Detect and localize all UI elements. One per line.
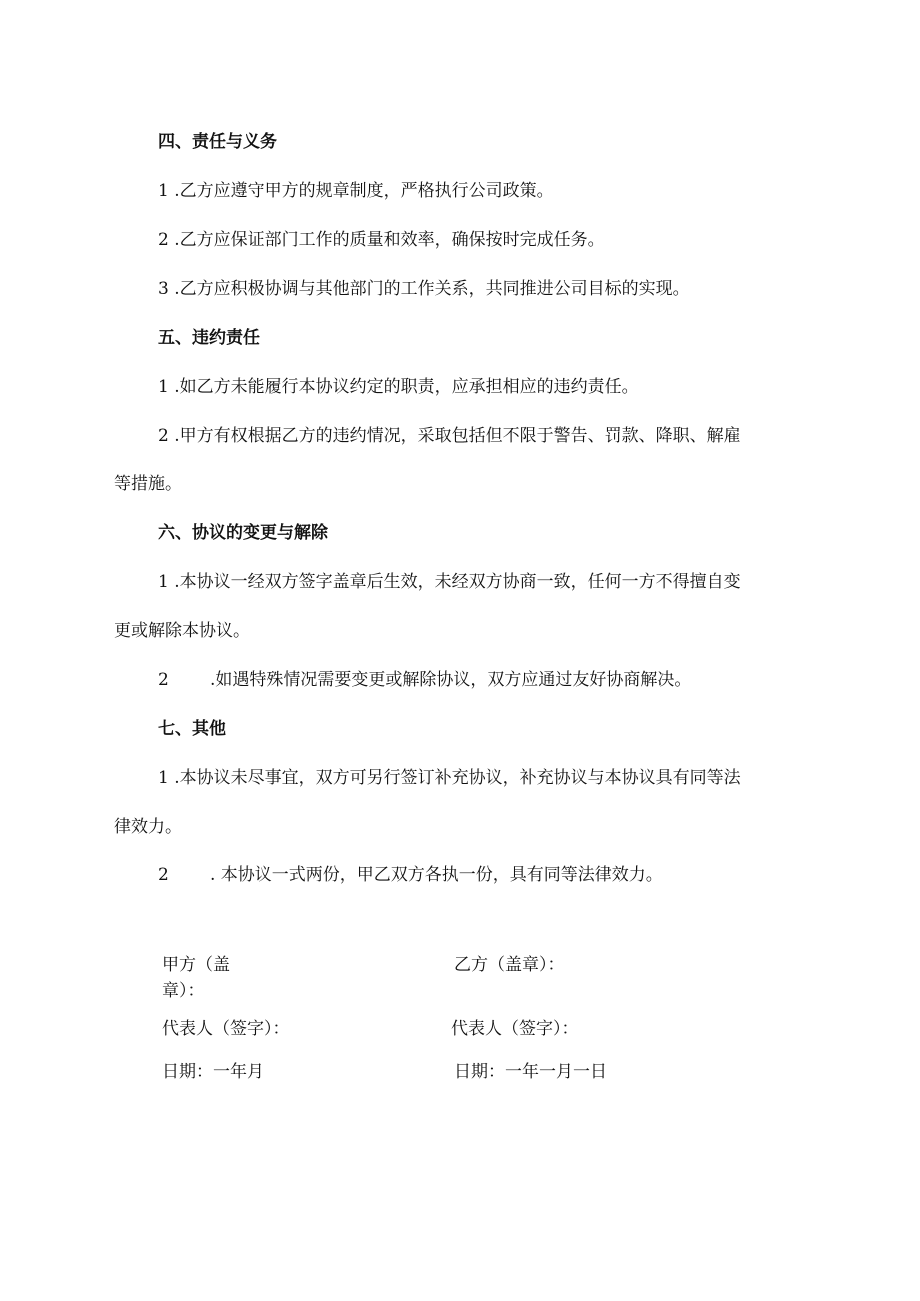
- clause-5-1: [158, 375, 639, 399]
- clause-7-1: [158, 766, 741, 790]
- section-heading-5: 五、违约责任: [158, 328, 260, 348]
- clause-6-1-continued: 更或解除本协议。: [114, 621, 250, 641]
- party-a-date: 日期：一年月: [162, 1062, 264, 1082]
- clause-number: 2: [158, 670, 169, 690]
- clause-text: .本协议未尽事宜，双方可另行签订补充协议，补充协议与本协议具有同等法: [174, 768, 741, 788]
- clause-number: 3: [158, 279, 169, 299]
- clause-7-2: [158, 863, 663, 887]
- clause-text: . 本协议一式两份，甲乙双方各执一份，具有同等法律效力。: [210, 865, 663, 885]
- clause-number: 2: [158, 426, 169, 446]
- section-heading-6: 六、协议的变更与解除: [158, 523, 328, 543]
- clause-number: 2: [158, 865, 169, 885]
- party-b-representative: 代表人（签字）：: [451, 1019, 579, 1039]
- party-b-seal: 乙方（盖章）：: [454, 955, 565, 975]
- clause-text: .本协议一经双方签字盖章后生效，未经双方协商一致，任何一方不得擅自变: [174, 572, 741, 592]
- clause-6-2: [158, 668, 691, 692]
- clause-text: .乙方应积极协调与其他部门的工作关系，共同推进公司目标的实现。: [174, 279, 690, 299]
- party-a-seal: [162, 952, 230, 1004]
- clause-number: 1: [158, 377, 169, 397]
- section-heading-7: 七、其他: [158, 719, 226, 739]
- clause-number: 1: [158, 768, 169, 788]
- clause-text: .乙方应保证部门工作的质量和效率，确保按时完成任务。: [174, 230, 605, 250]
- party-a-representative: 代表人（签字）：: [162, 1019, 290, 1039]
- clause-text: .如乙方未能履行本协议约定的职责，应承担相应的违约责任。: [174, 377, 639, 397]
- section-heading-4: 四、责任与义务: [158, 132, 277, 152]
- clause-number: 2: [158, 230, 169, 250]
- clause-5-2-continued: 等措施。: [114, 474, 182, 494]
- clause-number: 1: [158, 572, 169, 592]
- party-a-seal-line2: 章）：: [162, 981, 205, 1001]
- clause-text: .甲方有权根据乙方的违约情况，采取包括但不限于警告、罚款、降职、解雇: [174, 426, 741, 446]
- clause-7-1-continued: 律效力。: [114, 817, 182, 837]
- clause-5-2: [158, 424, 741, 448]
- clause-number: 1: [158, 181, 169, 201]
- clause-text: .如遇特殊情况需要变更或解除协议，双方应通过友好协商解决。: [210, 670, 692, 690]
- clause-4-1: [158, 179, 554, 203]
- party-b-date: 日期：一年一月一日: [454, 1062, 607, 1082]
- party-a-seal-line1: 甲方（盖: [162, 955, 230, 975]
- clause-6-1: [158, 570, 741, 594]
- clause-4-3: [158, 277, 690, 301]
- clause-4-2: [158, 228, 605, 252]
- clause-text: .乙方应遵守甲方的规章制度，严格执行公司政策。: [174, 181, 554, 201]
